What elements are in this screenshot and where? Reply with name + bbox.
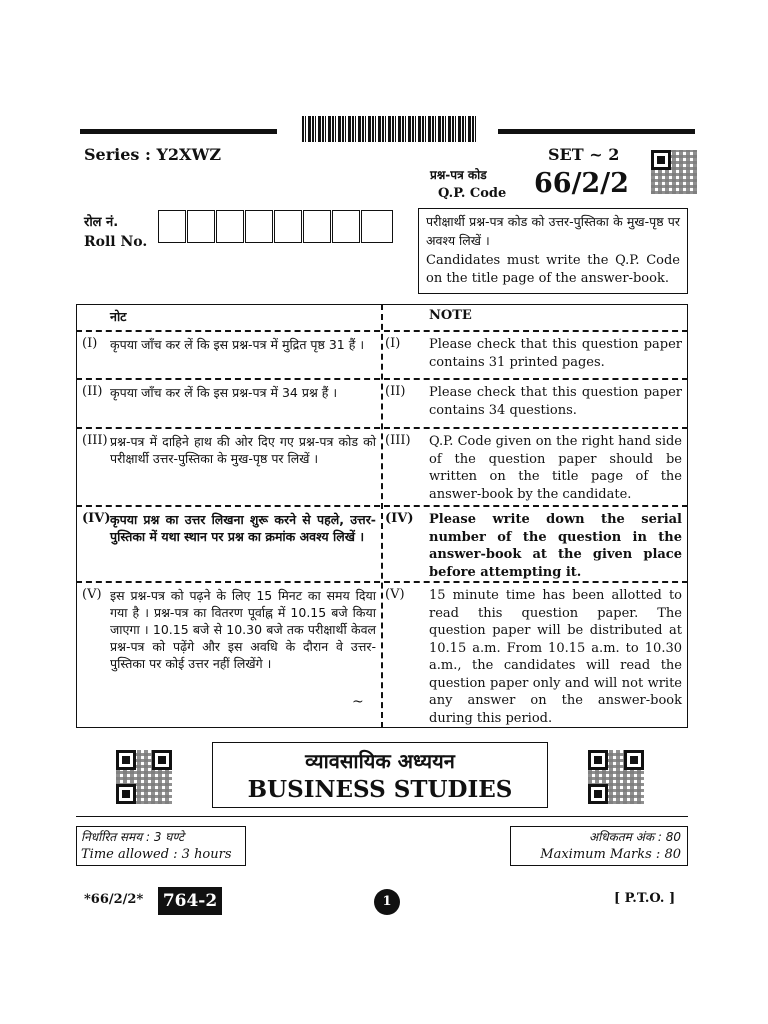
set-label: SET ~ 2 xyxy=(548,145,620,164)
candidate-instruction-box xyxy=(418,208,688,294)
page-number: 1 xyxy=(374,889,400,915)
note-text-hindi: इस प्रश्न-पत्र को पढ़ने के लिए 15 मिनट का समय दिया गया है । प्रश्न-पत्र का वितरण पूर्वाह्न में 10.15 बजे किया जाएगा । 10.15 बजे से 10.30 बजे तक परीक्षार्थी केवल प्रश्न-पत्र को पढ़ेंगे और इस अवधि के दौरान वे उत्तर-पुस्तिका पर कोई उत्तर नहीं लिखेंगे । xyxy=(110,588,376,671)
pto-label: [ P.T.O. ] xyxy=(614,891,676,906)
time-hindi: निर्धारित समय : 3 घण्टे xyxy=(81,830,185,844)
qp-code-label: Q.P. Code xyxy=(438,186,507,201)
qr-code-left xyxy=(116,750,172,804)
note-num-hindi: (II) xyxy=(82,384,103,399)
note-num-hindi: (I) xyxy=(82,336,98,351)
candidate-note-en: Candidates must write the Q.P. Code on the title page of the answer-book. xyxy=(426,253,680,286)
note-num-hindi: (V) xyxy=(82,587,102,602)
time-box xyxy=(76,826,246,866)
note-text-hindi: कृपया प्रश्न का उत्तर लिखना शुरू करने से पहले, उत्तर-पुस्तिका में यथा स्थान पर प्रश्न का क्रमांक अवश्य लिखें । xyxy=(110,512,376,544)
qp-code-hindi: प्रश्न-पत्र कोड xyxy=(430,168,487,182)
subject-box xyxy=(212,742,548,808)
candidate-note-hindi: परीक्षार्थी प्रश्न-पत्र कोड को उत्तर-पुस्तिका के मुख-पृष्ठ पर अवश्य लिखें । xyxy=(426,214,680,248)
note-text-hindi: कृपया जाँच कर लें कि इस प्रश्न-पत्र में 34 प्रश्न हैं । xyxy=(110,385,338,400)
tilde-mark: ~ xyxy=(352,694,364,710)
footer-code: *66/2/2* xyxy=(84,892,144,907)
marks-box xyxy=(510,826,688,866)
barcode xyxy=(302,116,476,142)
top-rule-left xyxy=(80,129,277,134)
footer-badge: 764-2 xyxy=(158,887,222,915)
note-text-en: 15 minute time has been allotted to read this question paper. The question paper will be distributed at 10.15 a.m. From 10.15 a.m. to 10.30 a.m., the candidates will read the question paper only and will not write any answer on the answer-book during this period. xyxy=(429,588,682,726)
note-head-hindi: नोट xyxy=(110,309,127,324)
note-text-en: Please check that this question paper contains 31 printed pages. xyxy=(429,337,682,370)
note-text-en: Please write down the serial number of the question in the answer-book at the given place before attempting it. xyxy=(429,512,682,580)
subject-hindi: व्यावसायिक अध्ययन xyxy=(305,749,455,773)
note-num-hindi: (IV) xyxy=(82,511,111,526)
note-num-en: (I) xyxy=(385,336,401,351)
note-text-hindi: प्रश्न-पत्र में दाहिने हाथ की ओर दिए गए प्रश्न-पत्र कोड को परीक्षार्थी उत्तर-पुस्तिका के मुख-पृष्ठ पर लिखें । xyxy=(110,434,376,466)
marks-hindi: अधिकतम अंक : 80 xyxy=(588,830,681,844)
note-head-en: NOTE xyxy=(429,308,472,323)
qr-code-top xyxy=(651,150,697,194)
top-rule-right xyxy=(498,129,695,134)
note-num-en: (V) xyxy=(385,587,405,602)
series-label: Series : Y2XWZ xyxy=(84,145,222,164)
section-divider xyxy=(76,816,688,817)
note-num-en: (III) xyxy=(385,433,411,448)
note-text-hindi: कृपया जाँच कर लें कि इस प्रश्न-पत्र में मुद्रित पृष्ठ 31 हैं । xyxy=(110,337,365,352)
note-num-hindi: (III) xyxy=(82,433,108,448)
subject-en: BUSINESS STUDIES xyxy=(247,776,513,803)
marks-en: Maximum Marks : 80 xyxy=(540,847,681,862)
note-num-en: (IV) xyxy=(385,511,414,526)
note-text-en: Please check that this question paper contains 34 questions. xyxy=(429,385,682,418)
qp-code-value: 66/2/2 xyxy=(534,168,629,199)
time-en: Time allowed : 3 hours xyxy=(81,847,232,862)
note-num-en: (II) xyxy=(385,384,406,399)
note-text-en: Q.P. Code given on the right hand side of the question paper should be written on the title page of the answer-book by the candidate. xyxy=(429,434,682,502)
qr-code-right xyxy=(588,750,644,804)
roll-no-hindi: रोल नं. xyxy=(84,215,119,230)
roll-no-label: Roll No. xyxy=(84,234,148,250)
